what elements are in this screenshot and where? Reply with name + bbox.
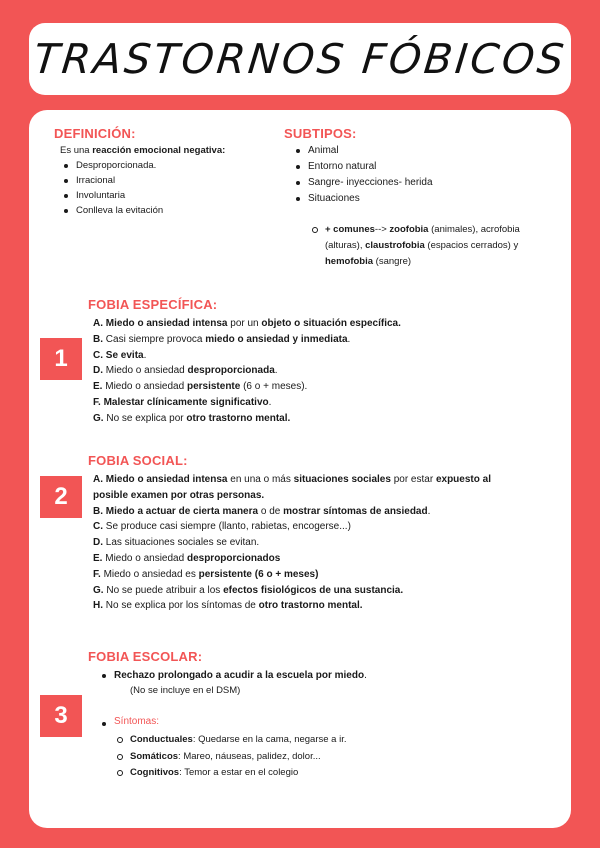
definicion-intro-bold: reacción emocional negativa: [92, 145, 226, 156]
criterion-item [93, 316, 401, 332]
comunes-arrow: --> [374, 224, 390, 235]
criterion-text: desproporcionada [187, 365, 275, 377]
comunes-item [311, 222, 561, 270]
criterion-text: Miedo o ansiedad es [103, 568, 199, 580]
criterion-item [93, 472, 491, 488]
section-2-heading: FOBIA SOCIAL: [88, 453, 188, 468]
criterion-text: . [143, 349, 147, 361]
list-item: Irracional [62, 173, 163, 188]
criterion-text: Se produce casi siempre (llanto, rabietas, encogerse...) [105, 521, 351, 533]
criterion-text: situaciones sociales [293, 474, 391, 485]
list-item: Involuntaria [62, 188, 163, 203]
criterion-item [93, 379, 401, 395]
criterion-text: por estar [390, 474, 436, 485]
criterion-text: posible examen por otras personas. [93, 489, 265, 501]
definicion-heading: DEFINICIÓN: [54, 126, 136, 141]
criterion-text: objeto o situación específica. [261, 318, 401, 329]
subtipos-list [294, 143, 433, 207]
subtipos-comunes [311, 222, 561, 270]
comunes-zoo-rest: (animales), acrofobia [428, 224, 520, 235]
comunes-hemo: hemofobia [325, 256, 374, 267]
criterion-text: Malestar clínicamente significativo [103, 396, 269, 408]
criterion-letter: G. [93, 584, 104, 596]
list-item: Desproporcionada. [62, 158, 163, 173]
criterion-item [93, 598, 491, 614]
criterion-letter: B. [93, 333, 103, 345]
list-item: Conlleva la evitación [62, 203, 163, 218]
escolar-note: (No se incluye en el DSM) [130, 685, 241, 696]
section-2-items [93, 472, 491, 614]
sintoma-text: : Mareo, náuseas, palidez, dolor... [178, 750, 321, 762]
criterion-letter: F. [93, 568, 101, 580]
section-1-items [93, 316, 401, 427]
criterion-text: Se evita [105, 349, 144, 361]
criterion-letter: G. [93, 412, 104, 424]
definicion-list [62, 158, 163, 218]
criterion-text: No se puede atribuir a los [106, 584, 224, 596]
criterion-text: Miedo o ansiedad intensa [105, 318, 228, 329]
criterion-text: Miedo o ansiedad [105, 365, 188, 377]
section-3-heading: FOBIA ESCOLAR: [88, 649, 203, 664]
criterion-letter: B. [93, 505, 103, 517]
comunes-zoo: zoofobia [389, 224, 429, 235]
criterion-item [93, 519, 491, 535]
criterion-text: otro trastorno mental. [186, 412, 291, 424]
criterion-item [93, 583, 491, 599]
criterion-text: desproporcionados [186, 552, 281, 564]
criterion-letter: H. [93, 600, 103, 612]
sintomas-label: Síntomas: [100, 716, 159, 727]
criterion-text: persistente [186, 381, 241, 393]
criterion-text: No se explica por los síntomas de [105, 600, 259, 612]
criterion-text: otro trastorno mental. [258, 600, 363, 612]
sintoma-label: Somáticos [130, 750, 179, 762]
section-2-number: 2 [40, 476, 82, 518]
criterion-text: Miedo a actuar de cierta manera [105, 505, 259, 517]
criterion-text: Las situaciones sociales se evitan. [105, 537, 260, 549]
criterion-letter: A. [93, 474, 103, 485]
sintoma-item [116, 749, 346, 766]
criterion-text: Miedo o ansiedad [105, 381, 187, 393]
criterion-text: . [268, 396, 272, 408]
comunes-claustro: claustrofobia [365, 240, 425, 251]
criterion-item [93, 535, 491, 551]
criterion-text: efectos fisiológicos de una sustancia. [223, 584, 404, 596]
sintoma-text: : Quedarse en la cama, negarse a ir. [192, 734, 347, 745]
criterion-letter: F. [93, 396, 101, 408]
criterion-text: Casi siempre provoca [105, 333, 206, 345]
sintoma-label: Conductuales [130, 734, 193, 745]
criterion-text: mostrar síntomas de ansiedad [283, 505, 428, 517]
criterion-letter: C. [93, 521, 103, 533]
criterion-text: . [427, 505, 431, 517]
criterion-text: en una o más [227, 474, 294, 485]
sintoma-label: Cognitivos [130, 767, 180, 778]
list-item: Entorno natural [294, 159, 433, 175]
comunes-alturas: (alturas), [325, 240, 366, 251]
subtipos-heading: SUBTIPOS: [284, 126, 357, 141]
list-item: Animal [294, 143, 433, 159]
criterion-text: expuesto al [435, 474, 491, 485]
sintoma-item [116, 765, 346, 782]
criterion-item [93, 363, 401, 379]
sintomas-heading-list [100, 716, 159, 727]
criterion-letter: A. [93, 318, 103, 329]
escolar-main-end: . [364, 670, 367, 681]
criterion-item [93, 332, 401, 348]
definicion-intro [60, 143, 225, 158]
comunes-lead: + comunes [325, 224, 375, 235]
criterion-text: por un [227, 318, 262, 329]
list-item: Sangre- inyecciones- herida [294, 175, 433, 191]
escolar-main-bold: Rechazo prolongado a acudir a la escuela por miedo [114, 670, 365, 681]
sintoma-item [116, 732, 346, 749]
criterion-text: Miedo o ansiedad [105, 552, 187, 564]
escolar-list [100, 668, 367, 684]
comunes-claustro-rest: (espacios cerrados) y [424, 240, 519, 251]
sintomas-list [116, 732, 346, 782]
definicion-intro-prefix: Es una [60, 145, 93, 156]
section-1-heading: FOBIA ESPECÍFICA: [88, 297, 218, 312]
criterion-text: . [274, 365, 278, 377]
criterion-text: . [347, 333, 351, 345]
criterion-item [93, 567, 491, 583]
criterion-text: miedo o ansiedad y inmediata [205, 333, 348, 345]
page-title: TRASTORNOS FÓBICOS [31, 35, 569, 83]
criterion-item [93, 551, 491, 567]
criterion-letter: D. [93, 365, 103, 377]
sintoma-text: : Temor a estar en el colegio [179, 767, 299, 778]
title-card [29, 23, 571, 95]
criterion-letter: C. [93, 349, 103, 361]
criterion-item [93, 395, 401, 411]
criterion-text: No se explica por [106, 412, 187, 424]
escolar-main [100, 668, 367, 684]
criterion-letter: E. [93, 381, 103, 393]
list-item: Situaciones [294, 191, 433, 207]
criterion-letter: E. [93, 552, 103, 564]
criterion-item [93, 504, 491, 520]
section-1-number: 1 [40, 338, 82, 380]
criterion-text: (6 o + meses). [240, 381, 308, 393]
criterion-item [93, 488, 491, 504]
criterion-text: o de [258, 505, 284, 517]
criterion-text: Miedo o ansiedad intensa [105, 474, 228, 485]
comunes-hemo-rest: (sangre) [373, 256, 412, 267]
criterion-text: persistente (6 o + meses) [198, 568, 319, 580]
criterion-item [93, 411, 401, 427]
section-3-number: 3 [40, 695, 82, 737]
criterion-item [93, 348, 401, 364]
criterion-letter: D. [93, 537, 103, 549]
